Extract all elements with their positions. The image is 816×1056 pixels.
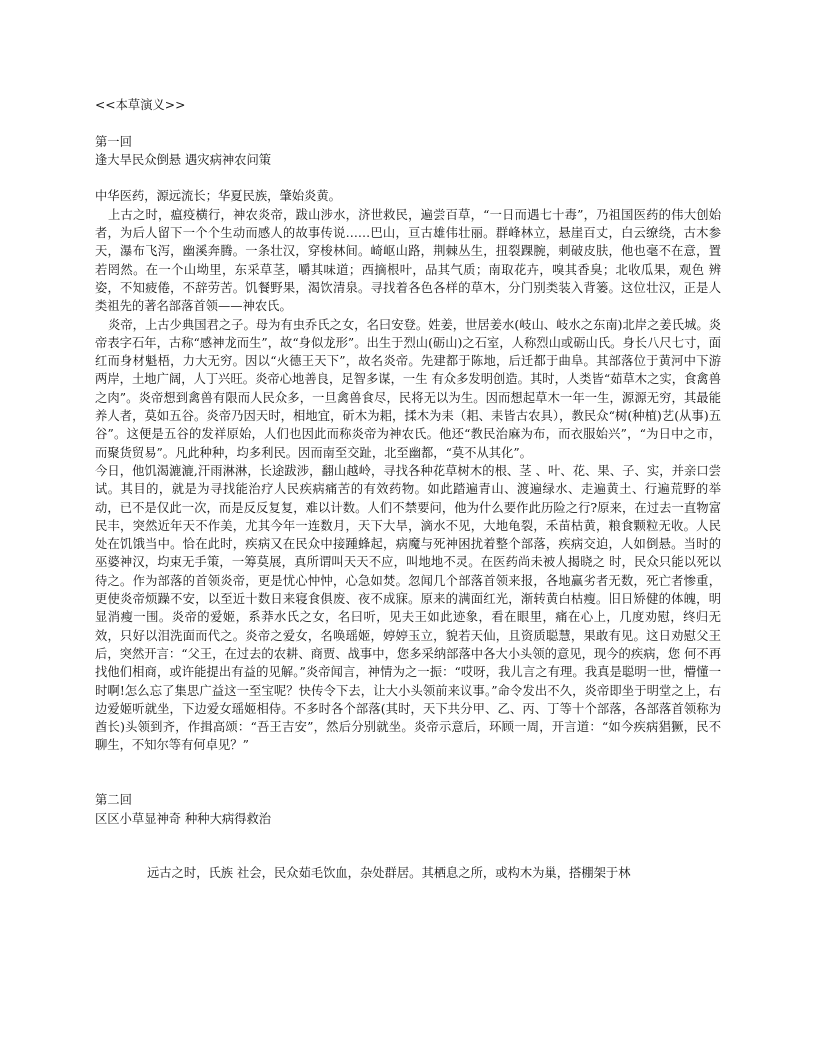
spacer-after-chapter-2-head-b — [95, 846, 721, 864]
chapter-1-paragraph-1: 中华医药，源远流长；华夏民族，肇始炎黄。 — [95, 189, 341, 204]
chapter-2-couplet: 区区小草显神奇 种种大病得救治 — [95, 811, 272, 826]
spacer-after-title — [95, 114, 721, 132]
document-body — [95, 96, 721, 883]
book-title-text: <<本草演义>> — [95, 98, 186, 112]
chapter-1-number: 第一回 — [95, 134, 132, 149]
spacer-before-chapter-2 — [95, 755, 721, 773]
chapter-1-paragraph-2: 上古之时，瘟疫横行，神农炎帝，跋山涉水，济世救民，遍尝百草，“一日而遇七十毒”，乃祖国医药的伟大创始者，为后人留下一个个生动而感人的故事传说……巴山，亘古雄伟壮丽。群峰林立，悬崖百丈，白云缭绕，古木参天，瀑布飞泻，幽溪奔腾。一条壮汉，穿梭林间。崎岖山路，荆棘丛生，扭裂踝腕，刺破皮肤，他也毫不在意，置若罔然。在一个山坳里，东采草茎，嚼其味道；西摘根叶，品其气质；南取花卉，嗅其香臭；北收瓜果，观色 辨姿，不知疲倦，不辞劳苦。饥餐野果，渴饮清泉。寻找着各色各样的草木，分门别类装入背篓。这位壮汉，正是人类祖先的著名部落首领——神农氏。 — [95, 207, 721, 314]
chapter-1-paragraph-3: 炎帝，上古少典国君之子。母为有虫乔氏之女，名曰安登。姓姜，世居姜水(岐山、岐水之东南)北岸之姜氏城。炎帝表字石年，古称“感神龙而生”，故“身似龙形”。出生于烈山(砺山)之石室，人称烈山或砺山氏。身长八尺七寸，面红而身材魁梧，力大无穷。因以“火德王天下”，故名炎帝。先建都于陈地，后迁都于曲阜。其部落位于黄河中下游两岸，土地广阔，人丁兴旺。炎帝心地善良，足智多谋，一生 有众多发明创造。其时，人类皆“茹草木之实，食禽兽之肉”。炎帝想到禽兽有限而人民众多，一旦禽兽食尽，民将无以为生。因而想起草木一年一生，源源无穷，其最能养人者，莫如五谷。炎帝乃因天时，相地宜，斫木为耜，揉木为耒（耜、耒皆古农具），教民众“树(种植)艺(从事)五谷”。这便是五谷的发祥原始，人们也因此而称炎帝为神农氏。他还“教民治麻为布，而衣服始兴”，“为日中之市，而聚货贸易”。凡此种种，均多利民。因而南至交趾，北至幽都，“莫不从其化”。 — [95, 317, 721, 460]
chapter-2-paragraph-1: 远古之时，氏族 社会，民众茹毛饮血，杂处群居。其栖息之所，或构木为巢，搭棚架于林 — [147, 866, 631, 881]
spacer-after-chapter-2-head — [95, 828, 721, 846]
chapter-2-number: 第二回 — [95, 793, 132, 808]
book-title — [95, 96, 721, 114]
chapter-1-paragraph-4: 今日，他饥渴漉漉,汗雨淋淋，长途跋涉，翻山越岭，寻找各种花草树木的根、茎 、叶、花、果、子、实，并亲口尝试。其目的，就是为寻找能治疗人民疾病痛苦的有效药物。如此踏遍青山、渡遍绿水、走遍黄土、行遍荒野的举动，已不是仅此一次，而是反反复复，难以计数。人们不禁要问，他为什么要作此历险之行?原来，在过去一直物富民丰，突然近年天不作美，尤其今年一连数月，天下大旱，滴水不见，大地龟裂，禾苗枯黄，粮食颗粒无收。人民处在饥饿当中。恰在此时，疾病又在民众中接踵蜂起，病魔与死神困扰着整个部落，疾病交迫，人如倒悬。当时的巫婆神汉，均束无手策，一筹莫展，真所谓叫天天不应，叫地地不灵。在医药尚未被人揭晓之 时，民众只能以死以待之。作为部落的首领炎帝，更是忧心忡忡，心急如焚。忽闻几个部落首领来报，各地赢劣者无数，死亡者惨重，更使炎帝烦躁不安，以至近十数日来寝食俱废、夜不成寐。原来的满面红光，渐转黄白枯瘦。旧日矫健的体魄，明显消瘦一围。炎帝的爱姬，系莽水氏之女，名曰听，见夫王如此迹象，看在眼里，痛在心上，几度劝慰，终归无效，只好以泪洗面而代之。炎帝之爱女，名唤瑶姬，婷婷玉立，貌若天仙，且资质聪慧，果敢有见。这日劝慰父王后，突然开言：“父王，在过去的农耕、商贾、战事中，您多采纳部落中各大小头领的意见，现今的疾病，您 何不再找他们相商，或许能提出有益的见解。”炎帝闻言，神情为之一振：“哎呀，我儿言之有理。我真是聪明一世，懵懂一时啊!怎么忘了集思广益这一至宝呢？快传令下去，让大小头领前来议事。”命令发出不久，炎帝即坐于明堂之上，右边爱姬听就坐，下边爱女瑶姬相侍。不多时各个部落(其时，天下共分甲、乙、丙、丁等十个部落，各部落首领称为酋长)头领到齐，作揖高颂：“吾王吉安”，然后分别就坐。炎帝示意后，环顾一周，开言道：“如今疾病猖獗，民不聊生，不知尔等有何卓见？” — [95, 463, 721, 753]
spacer-before-chapter-2-b — [95, 773, 721, 791]
chapter-1-couplet: 逢大旱民众倒悬 遇灾病神农问策 — [95, 152, 272, 167]
spacer-after-chapter-1-head — [95, 169, 721, 187]
